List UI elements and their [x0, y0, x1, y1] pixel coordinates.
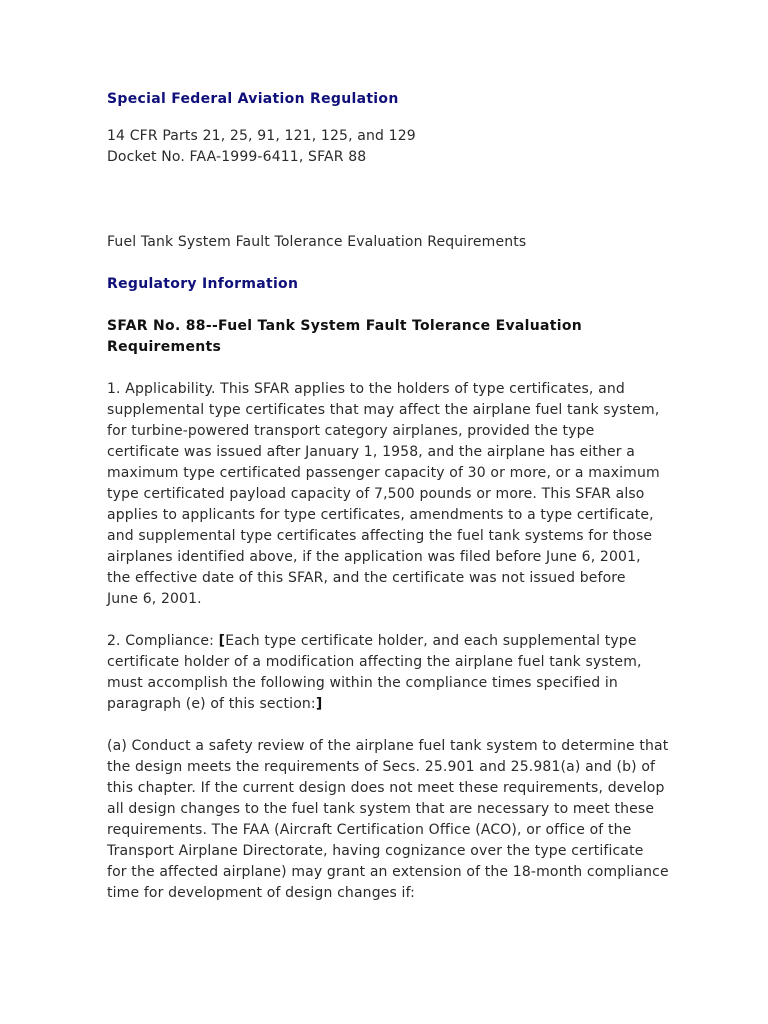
close-bracket: ] — [315, 696, 323, 712]
paragraph-line: all design changes to the fuel tank system that are necessary to meet these — [107, 801, 655, 817]
compliance-paragraph — [107, 631, 667, 715]
paragraph-line: certificate holder of a modification affecting the airplane fuel tank system, — [107, 654, 642, 670]
document-header — [107, 89, 667, 110]
regulatory-heading-block — [107, 274, 667, 295]
paragraph-line: must accomplish the following within the compliance times specified in — [107, 675, 618, 691]
paragraph-line: supplemental type certificates that may affect the airplane fuel tank system, — [107, 402, 660, 418]
paragraph-line: for the affected airplane) may grant an extension of the 18-month compliance — [107, 864, 669, 880]
compliance-line-1-text: Each type certificate holder, and each supplemental type — [225, 633, 637, 649]
paragraph-line: certificate was issued after January 1, 1958, and the airplane has either a — [107, 444, 636, 460]
paragraph-line: time for development of design changes if: — [107, 885, 416, 901]
sfar-title-block — [107, 316, 667, 358]
paragraph-line: the effective date of this SFAR, and the certificate was not issued before — [107, 570, 626, 586]
regulatory-information-heading: Regulatory Information — [107, 276, 299, 292]
document-title: Special Federal Aviation Regulation — [107, 91, 399, 107]
paragraph-line: (a) Conduct a safety review of the airplane fuel tank system to determine that — [107, 738, 669, 754]
paragraph-line: for turbine-powered transport category airplanes, provided the type — [107, 423, 595, 439]
paragraph-line: type certificated payload capacity of 7,500 pounds or more. This SFAR also — [107, 486, 645, 502]
docket-number: Docket No. FAA-1999-6411, SFAR 88 — [107, 149, 367, 165]
applicability-paragraph — [107, 379, 667, 610]
subject-block — [107, 232, 667, 253]
sfar-title-line-1: SFAR No. 88--Fuel Tank System Fault Tolerance Evaluation — [107, 318, 583, 334]
paragraph-line — [107, 694, 667, 715]
paragraph-line: maximum type certificated passenger capacity of 30 or more, or a maximum — [107, 465, 660, 481]
paragraph-line: this chapter. If the current design does not meet these requirements, develop — [107, 780, 665, 796]
citation-block — [107, 126, 667, 168]
paragraph-line: and supplemental type certificates affecting the fuel tank systems for those — [107, 528, 653, 544]
open-bracket: [ — [218, 633, 226, 649]
paragraph-line — [107, 631, 667, 652]
sfar-title-line-2: Requirements — [107, 339, 222, 355]
paragraph-line: requirements. The FAA (Aircraft Certification Office (ACO), or office of the — [107, 822, 632, 838]
paragraph-line: airplanes identified above, if the application was filed before June 6, 2001, — [107, 549, 641, 565]
compliance-prefix: 2. Compliance: — [107, 633, 219, 649]
paragraph-line: the design meets the requirements of Secs. 25.901 and 25.981(a) and (b) of — [107, 759, 656, 775]
paragraph-line: Transport Airplane Directorate, having cognizance over the type certificate — [107, 843, 644, 859]
compliance-line-4-text: paragraph (e) of this section: — [107, 696, 316, 712]
paragraph-line: 1. Applicability. This SFAR applies to the holders of type certificates, and — [107, 381, 625, 397]
cfr-parts: 14 CFR Parts 21, 25, 91, 121, 125, and 129 — [107, 128, 416, 144]
paragraph-line: June 6, 2001. — [107, 591, 202, 607]
subject-line: Fuel Tank System Fault Tolerance Evaluation Requirements — [107, 234, 527, 250]
paragraph-line: applies to applicants for type certificates, amendments to a type certificate, — [107, 507, 654, 523]
paragraph-a — [107, 736, 667, 904]
